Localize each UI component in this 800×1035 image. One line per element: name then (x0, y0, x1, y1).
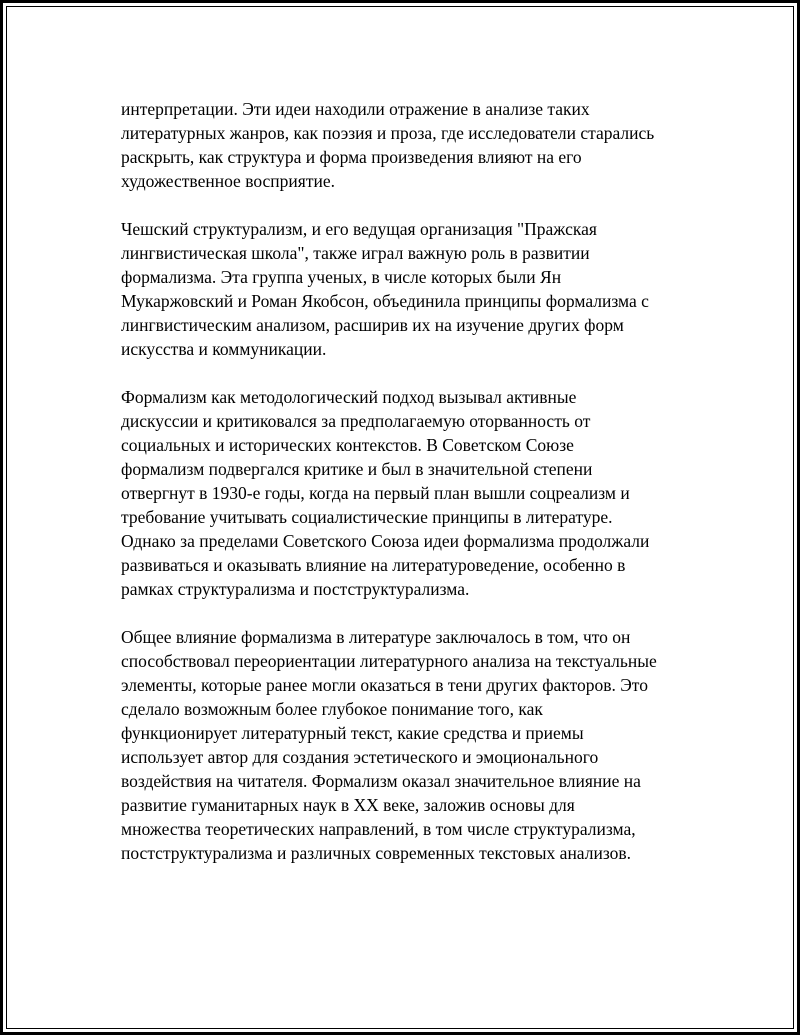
paragraph-1: интерпретации. Эти идеи находили отражение в анализе таких литературных жанров, как поэзия и проза, где исследователи старались раскрыть, как структура и форма произведения влияют на его художественное восприятие. (121, 99, 655, 191)
document-body (121, 97, 691, 889)
paragraph-2: Чешский структурализм, и его ведущая организация "Пражская лингвистическая школа", также играл важную роль в развитии формализма. Эта группа ученых, в числе которых были Ян Мукаржовский и Роман Якобсон, объединила принципы формализма с лингвистическим анализом, расширив их на изучение других форм искусства и коммуникации. (121, 219, 649, 359)
paragraph-4: Общее влияние формализма в литературе заключалось в том, что он способствовал переориентации литературного анализа на текстуальные элементы, которые ранее могли оказаться в тени других факторов. Это сделало возможным более глубокое понимание того, как функционирует литературный текст, какие средства и приемы использует автор для создания эстетического и эмоционального воздействия на читателя. Формализм оказал значительное влияние на развитие гуманитарных наук в XX веке, заложив основы для множества теоретических направлений, в том числе структурализма, постструктурализма и различных современных текстовых анализов. (121, 627, 657, 863)
paragraph-3: Формализм как методологический подход вызывал активные дискуссии и критиковался за предполагаемую оторванность от социальных и исторических контекстов. В Советском Союзе формализм подвергался критике и был в значительной степени отвергнут в 1930-е годы, когда на первый план вышли соцреализм и требование учитывать социалистические принципы в литературе. Однако за пределами Советского Союза идеи формализма продолжали развиваться и оказывать влияние на литературоведение, особенно в рамках структурализма и постструктурализма. (121, 387, 650, 599)
